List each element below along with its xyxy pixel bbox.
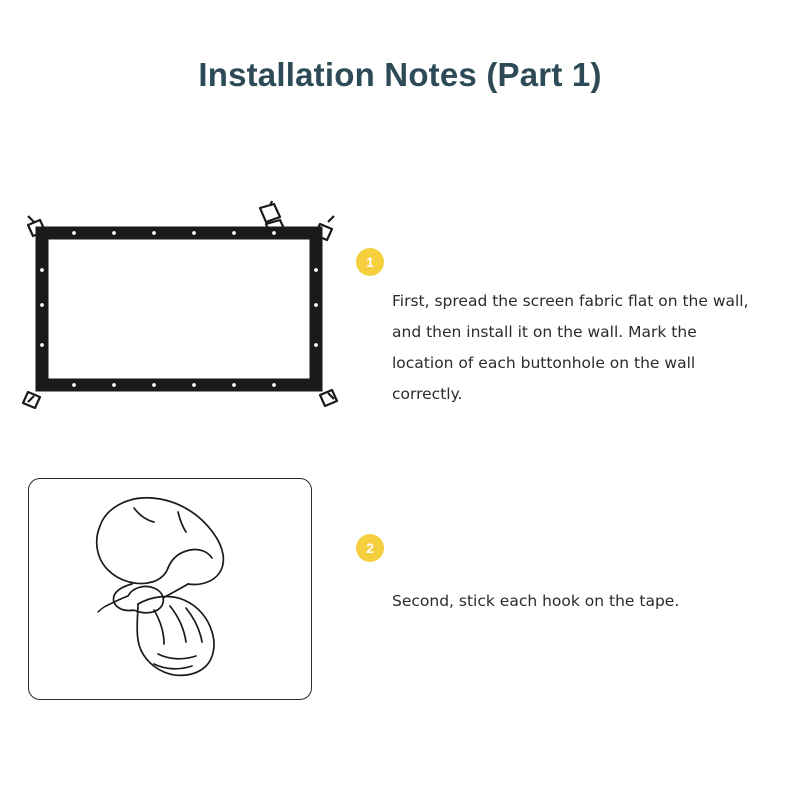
step-2-instruction-text: Second, stick each hook on the tape. — [392, 592, 680, 610]
page-title: Installation Notes (Part 1) — [198, 56, 602, 93]
projector-screen-fabric-with-hooks-illustration — [14, 200, 344, 415]
step-1-number-badge: 1 — [356, 248, 384, 276]
step-1-instruction-text: First, spread the screen fabric flat on the wall, and then install it on the wall. Mark the location of each buttonhole on the wall correctly. — [392, 292, 749, 403]
step-2-number-badge: 2 — [356, 534, 384, 562]
hand-sticking-hook-on-tape-illustration — [28, 478, 312, 700]
